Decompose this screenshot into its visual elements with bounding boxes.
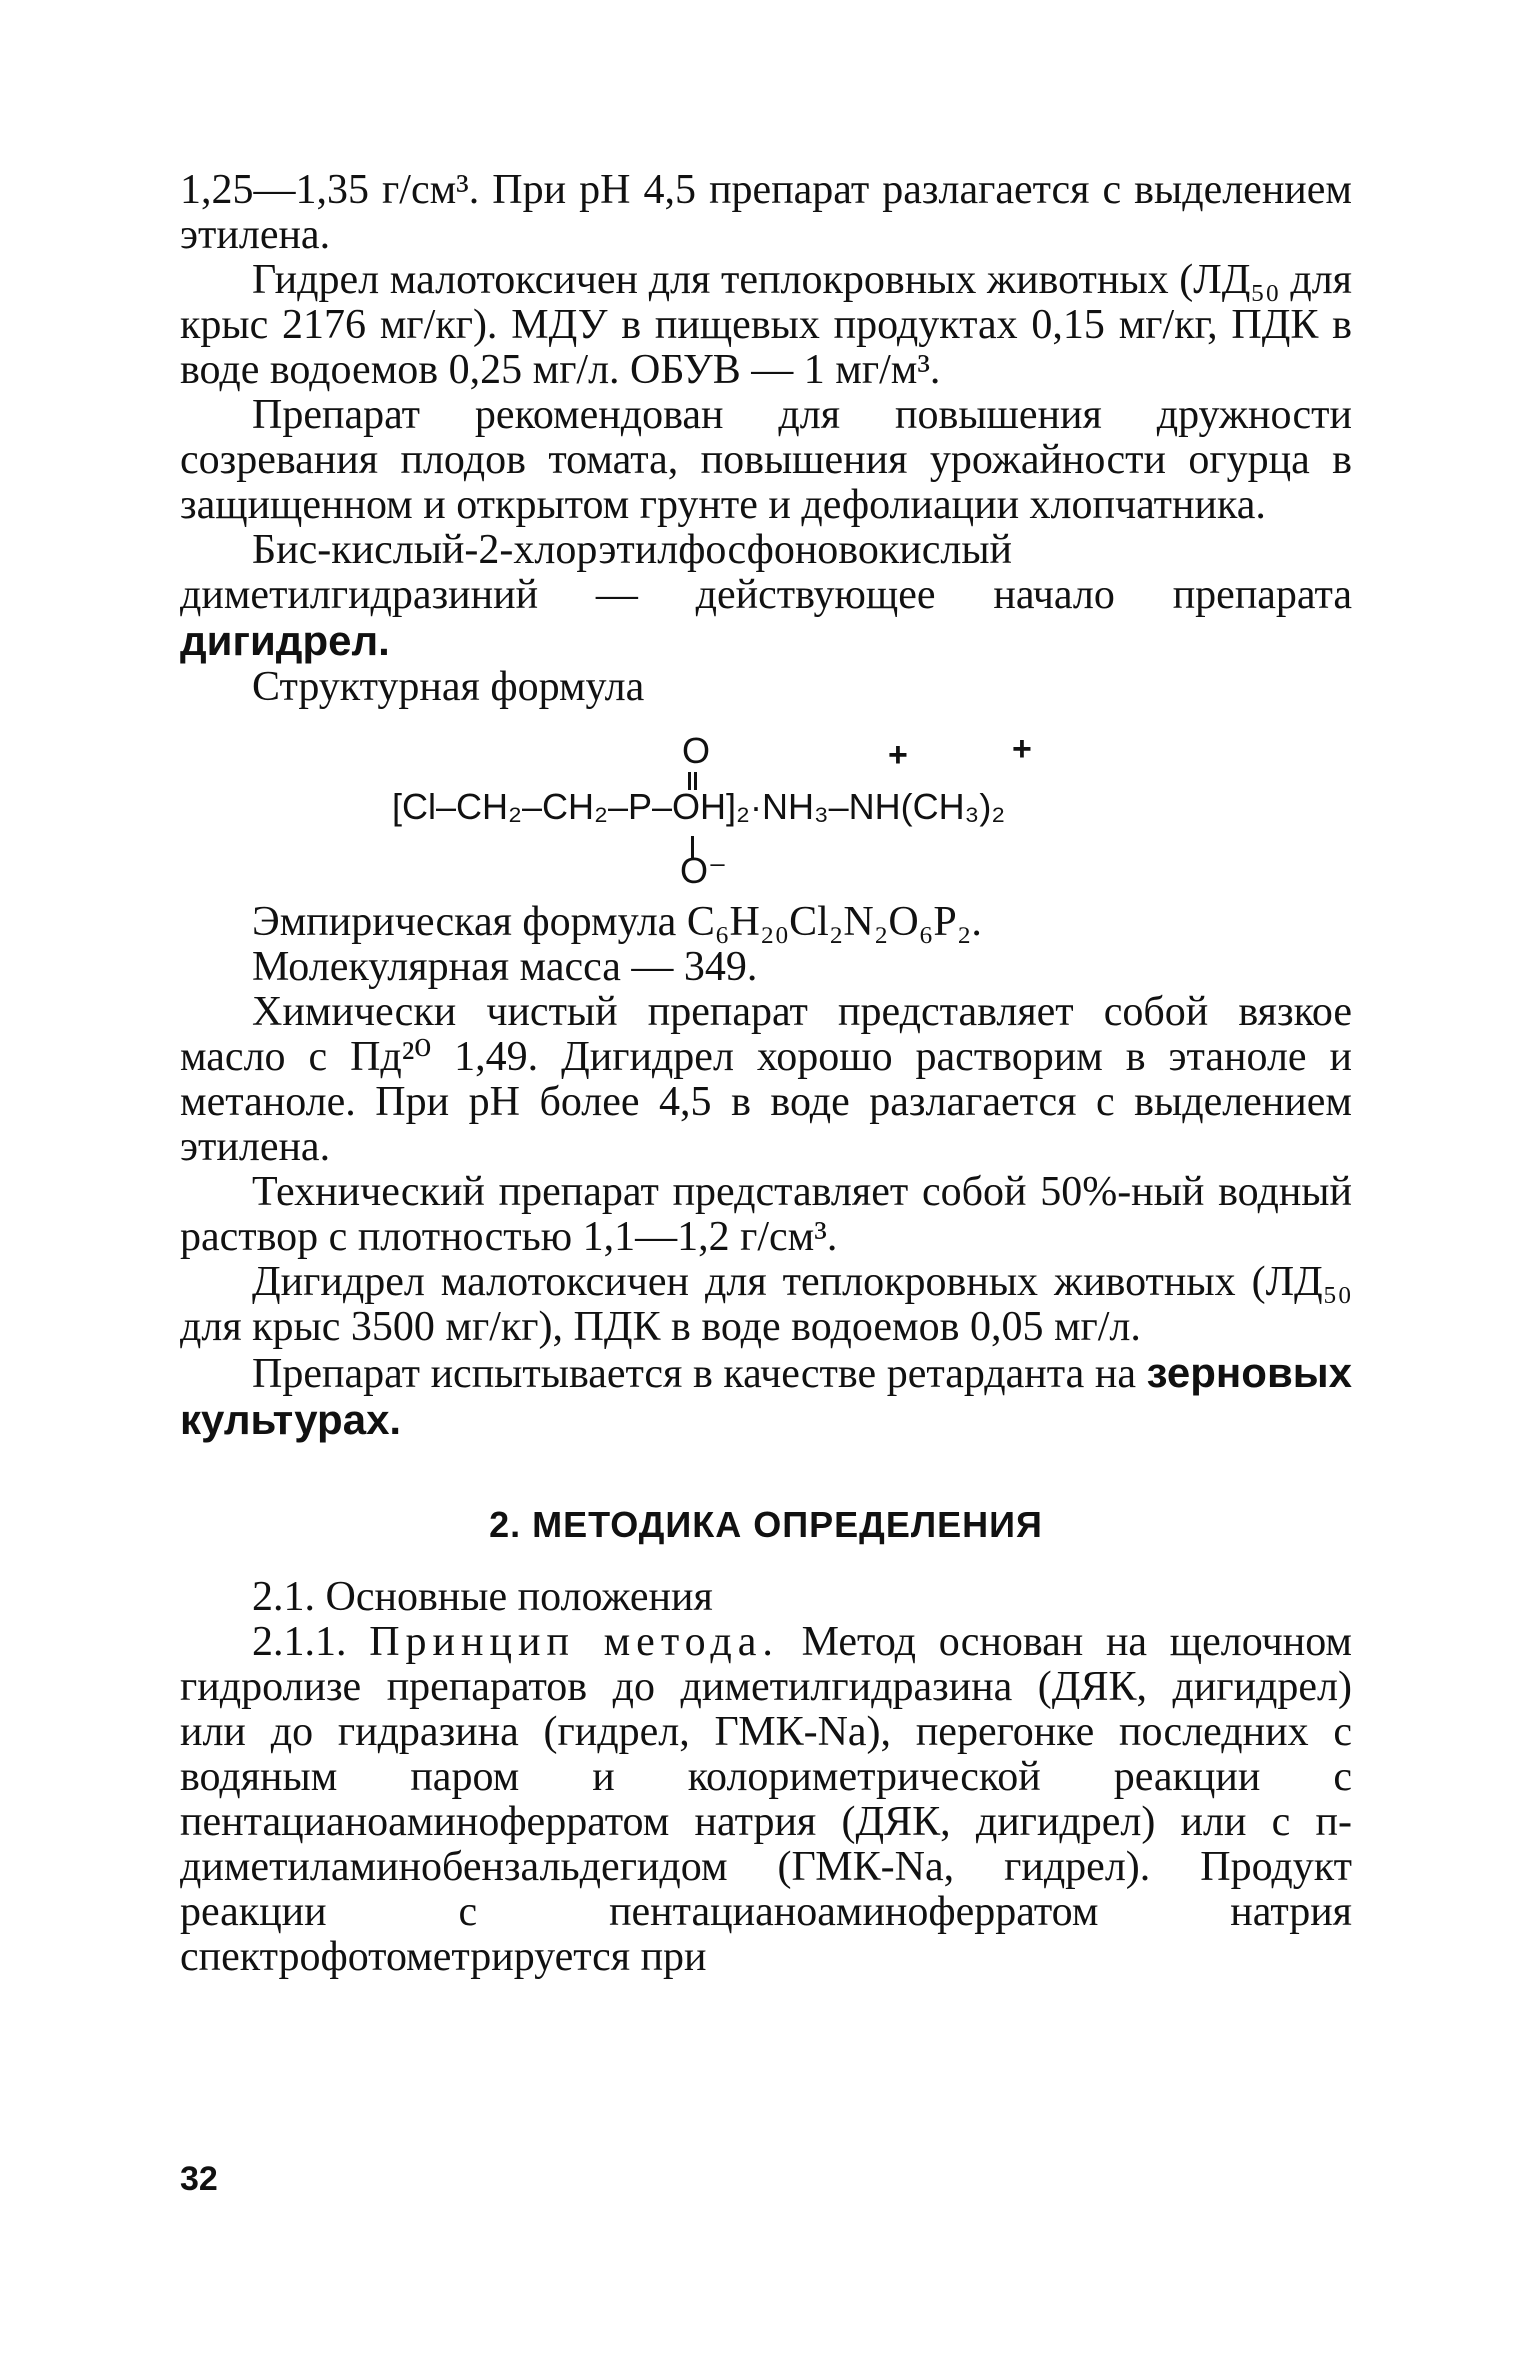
active-ingredient-text: Бис-кислый-2-хлорэтилфосфоновокислый диметилгидразиний — действующее начало препарата <box>180 527 1352 618</box>
method-principle-text: Метод основан на щелочном гидролизе препаратов до диметилгидразина (ДЯК, дигидрел) или до гидразина (гидрел, ГМК-Na), перегонке последних с водяным паром и колориметрической реакции с пентацианоаминоферратом натрия (ДЯК, дигидрел) или с п-диметиламинобензальдегидом (ГМК-Na, гидрел). Продукт реакции с пентацианоаминоферратом натрия спектрофотометрируется при <box>180 1619 1353 1980</box>
method-principle-title: Принцип метода. <box>369 1619 779 1665</box>
paragraph-structural-formula-label: Структурная формула <box>252 664 645 710</box>
paragraph-active-ingredient <box>180 528 1352 665</box>
paragraph-hydrel-use: Препарат рекомендован для повышения дружности созревания плодов томата, повышения урожайности огурца в защищенном и открытом грунте и дефолиации хлопчатника. <box>180 392 1352 528</box>
paragraph-density: 1,25—1,35 г/см³. При pH 4,5 препарат разлагается с выделением этилена. <box>180 167 1352 258</box>
structural-formula <box>180 724 1352 894</box>
formula-bottom-oxygen: O⁻ <box>680 850 728 891</box>
clause-number: 2.1.1. <box>252 1619 370 1665</box>
page-content <box>180 168 1352 1980</box>
page-number: 32 <box>180 2160 218 2198</box>
subsection-title: 2.1. Основные положения <box>252 1574 713 1620</box>
section-heading: 2. МЕТОДИКА ОПРЕДЕЛЕНИЯ <box>489 1504 1043 1545</box>
formula-top-oxygen: O <box>682 730 711 771</box>
dihydrel-name: дигидрел. <box>180 617 390 664</box>
retardant-text: Препарат испытывается в качестве ретарданта на <box>252 1351 1147 1397</box>
formula-plus-1: + <box>888 736 908 774</box>
paragraph-pure-properties: Химически чистый препарат представляет собой вязкое масло с Пд²⁰ 1,49. Дигидрел хорошо растворим в этаноле и метаноле. При pH более 4,5 в воде разлагается с выделением этилена. <box>180 989 1352 1170</box>
paragraph-retardant <box>180 1350 1352 1444</box>
paragraph-technical-product: Технический препарат представляет собой 50%-ный водный раствор с плотностью 1,1—1,2 г/см³. <box>180 1169 1352 1260</box>
paragraph-empirical-formula: Эмпирическая формула C₆H₂₀Cl₂N₂O₆P₂. <box>252 899 982 945</box>
paragraph-hydrel-toxicity: Гидрел малотоксичен для теплокровных животных (ЛД₅₀ для крыс 2176 мг/кг). МДУ в пищевых продуктах 0,15 мг/кг, ПДК в воде водоемов 0,25 мг/л. ОБУВ — 1 мг/м³. <box>180 257 1352 393</box>
formula-plus-2: + <box>1012 730 1032 768</box>
grain-crops: зерновых культурах. <box>180 1349 1352 1443</box>
formula-main-chain: [Cl–CH₂–CH₂–P–OH]₂·NH₃–NH(CH₃)₂ <box>392 786 1006 827</box>
paragraph-method-principle <box>180 1620 1352 1980</box>
paragraph-molecular-mass: Молекулярная масса — 349. <box>252 944 758 990</box>
paragraph-dihydrel-toxicity: Дигидрел малотоксичен для теплокровных животных (ЛД₅₀ для крыс 3500 мг/кг), ПДК в воде водоемов 0,05 мг/л. <box>180 1259 1352 1350</box>
